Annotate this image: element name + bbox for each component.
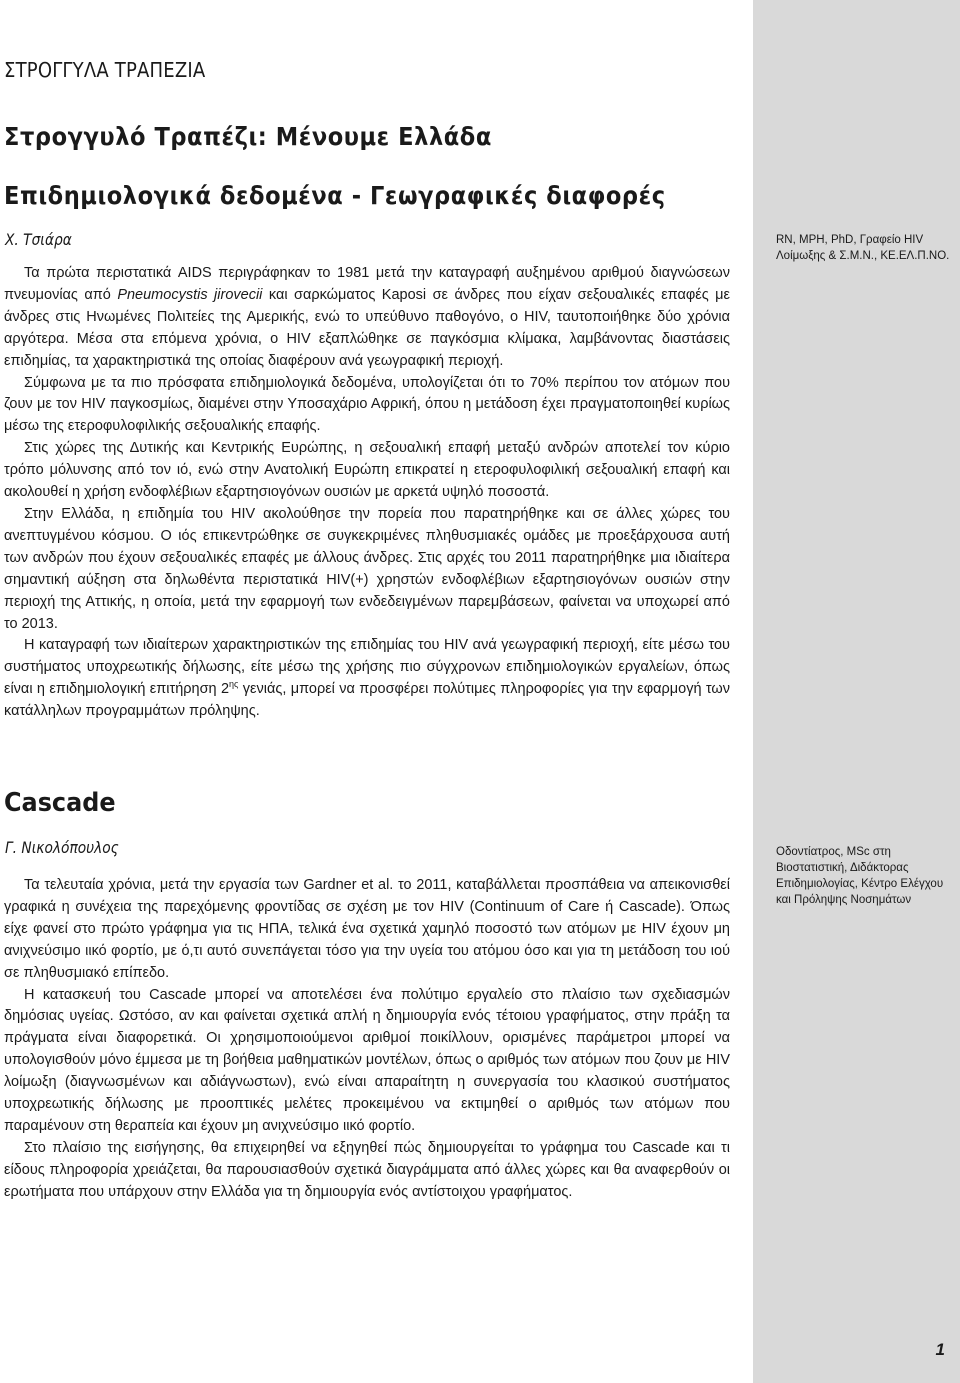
author-affiliation-2: Οδοντίατρος, MSc στη Βιοστατιστική, Διδάκτορας Επιδημιολογίας, Κέντρο Ελέγχου και Πρόληψης Νοσημάτων [776,846,944,906]
paragraph: Τα τελευταία χρόνια, μετά την εργασία των Gardner et al. το 2011, καταβάλλεται προσπάθεια να απεικονισθεί γραφικά η συνέχεια της παρεχόμενης φροντίδας σε σχέση με τον HIV (Continuum of Care ή Cascade). Όπως είχε φανεί στο πρώτο γράφημα για τις ΗΠΑ, τελικά ένα σχετικά χαμηλό ποσοστό των ατόμων με HIV έχουν μη ανιχνεύσιμο ιικό φορτίο, με ό,τι αυτό συνεπάγεται τόσο για την υγεία του ατόμου όσο και για τη μετάδοση του ιού σε πληθυσμιακό επίπεδο. [4,877,730,981]
article-title-cascade: Cascade [4,788,116,818]
article-body [4,263,730,723]
species-name: Pneumocystis jirovecii [117,286,263,303]
paragraph: Στο πλαίσιο της εισήγησης, θα επιχειρηθεί να εξηγηθεί πώς δημιουργείται το γράφημα του Cascade και τι είδους πληροφορία χρειάζεται, θα παρουσιασθούν σχετικά διαγράμματα από άλλες χώρες και θα αναφερθούν οι ερωτήματα που υπάρχουν στην Ελλάδα για τη δημιουργία ενός αντίστοιχου γραφήματος. [4,1139,730,1200]
section-label: ΣΤΡΟΓΓΥΛΑ ΤΡΑΠΕΖΙΑ [4,58,206,82]
paragraph: Σύμφωνα με τα πιο πρόσφατα επιδημιολογικά δεδομένα, υπολογίζεται ότι το 70% περίπου τον ατόμων που ζουν με τον HIV παγκοσμίως, διαμένει στην Υποσαχάριο Αφρική, όπου η μετάδοση έχει πραγματοποιηθεί κυρίως μέσω της ετεροφυλοφιλικής σεξουαλικής επαφής. [4,374,730,435]
article-title: Στρογγυλό Τραπέζι: Μένουμε Ελλάδα [4,122,492,151]
paragraph: Η κατασκευή του Cascade μπορεί να αποτελέσει ένα πολύτιμο εργαλείο στο πλαίσιο των σχεδιασμών δημόσιας υγείας. Ωστόσο, αν και φαίνεται σχετικά απλή η δημιουργία ενός τέτοιου γραφήματος, στην πράξη τα πράγματα είναι διαφορετικά. Οι χρησιμοποιούμενοι αριθμοί ποικίλλουν, ορισμένες παράμετροι μπορεί να υπολογισθούν μόνο έμμεσα με τη βοήθεια μαθηματικών μοντέλων, όπως ο αριθμός των ατόμων που ζουν με HIV λοίμωξη (διαγνωσμένων και αδιάγνωστων), ενώ είναι απαραίτητη η συνεργασία του κλασικού συστήματος υποχρεωτικής δήλωσης με προοπτικές μελέτες προκειμένου να εκτιμηθεί ο αριθμός των ατόμων που παραμένουν στη θεραπεία και έχουν μη ανιχνεύσιμο ιικό φορτίο. [4,986,730,1134]
sidebar-panel [753,0,960,1383]
paragraph: Τα πρώτα περιστατικά AIDS περιγράφηκαν το 1981 μετά την καταγραφή αυξημένου αριθμού διαγνώσεων πνευμονίας από Pneumocystis jirovecii και σαρκώματος Kaposi σε άνδρες που είχαν σεξουαλικές επαφές με άνδρες στις Ηνωμένες Πολιτείες της Αμερικής, ενώ το υπεύθυνο παθογόνο, ο HIV, ταυτοποιήθηκε δύο χρόνια αργότερα. Μέσα στα επόμενα χρόνια, ο HIV εξαπλώθηκε σε παγκόσμια κλίμακα, λαμβάνοντας διαστάσεις επιδημίας, τα χαρακτηριστικά της οποίας διαφέρουν ανά γεωγραφική περιοχή. [4,265,730,369]
paragraph: Στην Ελλάδα, η επιδημία του HIV ακολούθησε την πορεία που παρατηρήθηκε και σε άλλες χώρες του ανεπτυγμένου κόσμου. Ο ιός επικεντρώθηκε σε συγκεκριμένες πληθυσμιακές ομάδες με προεξάρχουσα αυτή των ανδρών που έχουν σεξουαλικές επαφές με άλλους άνδρες. Στις αρχές του 2011 παρατηρήθηκε μια ιδιαίτερα σημαντική αύξηση στα δηλωθέντα περιστατικά HIV(+) χρηστών ενδοφλέβιων εξαρτησιογόνων ουσιών στην περιοχή της Αττικής, η οποία, μετά την εφαρμογή των ενδεδειγμένων παρεμβάσεων, φαίνεται να υποχωρεί από το 2013. [4,505,730,632]
author-name: Χ. Τσιάρα [5,230,72,249]
ordinal-suffix: ης [229,679,239,690]
paragraph: Η καταγραφή των ιδιαίτερων χαρακτηριστικών της επιδημίας του HIV ανά γεωγραφική περιοχή, είτε μέσω του συστήματος υποχρεωτικής δήλωσης, είτε μέσω της χρήσης πιο σύγχρονων επιδημιολογικών εργαλείων, όπως είναι η επιδημιολογική επιτήρηση $2^{\eta\varsigma}$ γενιάς, μπορεί να προσφέρει πολύτιμες πληροφορίες για την εφαρμογή των κατάλληλων προγραμμάτων πρόληψης. [4,637,730,720]
article-body-2 [4,875,730,1204]
article-subtitle: Επιδημιολογικά δεδομένα - Γεωγραφικές διαφορές [4,181,666,210]
author-name-2: Γ. Νικολόπουλος [5,838,119,857]
page-number: 1 [935,1340,945,1359]
paragraph: Στις χώρες της Δυτικής και Κεντρικής Ευρώπης, η σεξουαλική επαφή μεταξύ ανδρών αποτελεί τον κύριο τρόπο μόλυνσης από τον ιό, ενώ στην Ανατολική Ευρώπη επικρατεί η ετεροφυλοφιλική σεξουαλική επαφή και ακολουθεί η χρήση ενδοφλέβιων εξαρτησιογόνων ουσιών με αρκετά υψηλό ποσοστά. [4,440,730,501]
author-affiliation-1: RN, MPH, PhD, Γραφείο HIV Λοίμωξης & Σ.Μ.Ν., ΚΕ.ΕΛ.Π.ΝΟ. [776,234,950,262]
